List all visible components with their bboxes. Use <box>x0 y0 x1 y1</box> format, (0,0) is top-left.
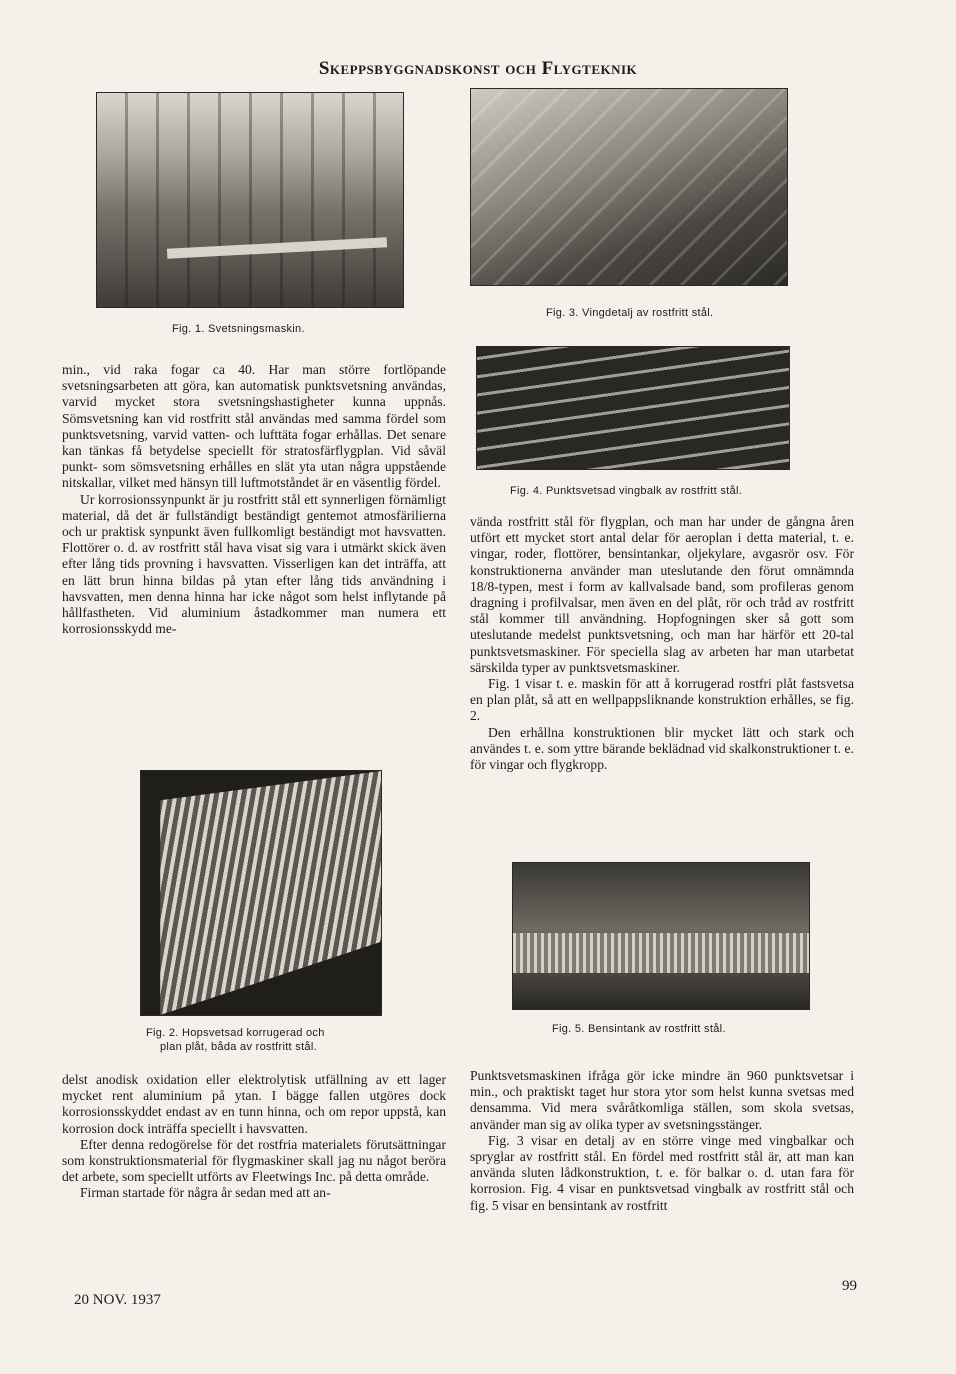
paragraph: vända rostfritt stål för flygplan, och man har under de gångna åren utfört ett mycket stort antal delar för aeroplan i detta material, t. e. vingar, roder, flottörer, bensintankar, oljekylare, avgasrör osv. För konstruktionerna använder man uteslutande den förut omnämnda 18/8-typen, mest i form av kallvalsade band, som profileras genom dragning i profilvalsar, men även en del plåt, rör och tråd av rostfritt stål kommer till användning. Hopfogningen sker så gott som uteslutande medelst punktsvetsning, och man har härför ett 20-tal punktsvetsmaskiner. För speciella slag av arbeten har man utarbetat särskilda typer av punktsvetsmaskiner. <box>470 514 854 675</box>
figure-1-photo <box>96 92 404 308</box>
left-column-bottom <box>62 1072 446 1202</box>
figure-2-photo <box>140 770 382 1016</box>
figure-5-photo <box>512 862 810 1010</box>
paragraph: Fig. 3 visar en detalj av en större vinge med vingbalkar och spryglar av rostfritt stål. En fördel med rostfritt stål är, att man kan använda sluten lådkonstruktion, t. e. för balkar o. d. utan fara för korrosion. Fig. 4 visar en punktsvetsad vingbalk av rostfritt stål och fig. 5 visar en bensintank av rostfritt <box>470 1132 854 1213</box>
figure-1-caption: Fig. 1. Svetsningsmaskin. <box>172 323 305 335</box>
figure-3-caption: Fig. 3. Vingdetalj av rostfritt stål. <box>546 307 714 319</box>
figure-3-photo <box>470 88 788 286</box>
figure-2-caption-line-2: plan plåt, båda av rostfritt stål. <box>160 1041 317 1053</box>
figure-4-caption: Fig. 4. Punktsvetsad vingbalk av rostfritt stål. <box>510 485 743 497</box>
paragraph: delst anodisk oxidation eller elektrolytisk utfällning av ett lager mycket rent aluminium på ytan. I bägge fallen utgöres dock korrosionsskyddet endast av en tunn hinna, och om repor uppstå, kan korrosion dock inträffa speciellt i havsvatten. <box>62 1072 446 1136</box>
paragraph: Ur korrosionssynpunkt är ju rostfritt stål ett synnerligen förnämligt material, då det är fullständigt beständigt gentemot atmosfärilierna och ur praktisk synpunkt även fullkomligt beständigt mot havsvatten. Flottörer o. d. av rostfritt stål hava visat sig vara i utmärkt skick även efter lång tids provning i havsvatten. Visserligen kan det inträffa, att en lätt brun hinna bildas på ytan efter lång tids användning i havsvatten, men denna hinna har icke något som helst inflytande på hållfastheten. Vid aluminium åstadkommer man numera ett korrosionsskydd me- <box>62 491 446 637</box>
right-column-bottom <box>470 1068 854 1214</box>
figure-2-caption <box>146 1026 386 1054</box>
figure-2-caption-line-1: Fig. 2. Hopsvetsad korrugerad och <box>146 1027 325 1039</box>
paragraph: Firman startade för några år sedan med att an- <box>80 1185 331 1201</box>
issue-date: 20 NOV. 1937 <box>74 1292 161 1308</box>
paragraph: Fig. 1 visar t. e. maskin för att å korrugerad rostfri plåt fastsvetsa en plan plåt, så att en wellpappsliknande konstruktion erhålles, se fig. 2. <box>470 676 854 724</box>
figure-5-caption: Fig. 5. Bensintank av rostfritt stål. <box>552 1023 726 1035</box>
left-column-top <box>62 362 446 637</box>
paragraph: Efter denna redogörelse för det rostfria materialets förutsättningar som konstruktionsmaterial för flygmaskiner skall jag nu något beröra det arbete, som speciellt utförts av Fleetwings Inc. på detta område. <box>62 1136 446 1185</box>
right-column-middle <box>470 514 854 773</box>
figure-4-photo <box>476 346 790 470</box>
page-header: Skeppsbyggnadskonst och Flygteknik <box>318 58 638 79</box>
page-number: 99 <box>842 1278 857 1294</box>
paragraph: Punktsvetsmaskinen ifråga gör icke mindre än 960 punktsvetsar i min., och praktiskt taget hur stora ytor som helst kunna svetsas med densamma. Vid mera svåråtkomliga ställen, som skola svetsas, använder man sig av olika typer av svetsningsstänger. <box>470 1068 854 1132</box>
paragraph: min., vid raka fogar ca 40. Har man större fortlöpande svetsningsarbeten att göra, kan automatisk punktsvetsning användas, varvid mycket stora svetsningshastigheter kunna uppnås. Sömsvetsning kan vid rostfritt stål användas med samma fördel som punktsvetsning, varvid vatten- och lufttäta fogar erhållas. Det senare kan tänkas få betydelse speciellt för stratosfärflygplan. Vid såväl punkt- som sömsvetsning erhålles en slät yta utan några uppstående nitskallar, vilket med hänsyn till luftmotståndet är en väsentlig fördel. <box>62 362 446 491</box>
paragraph: Den erhållna konstruktionen blir mycket lätt och stark och användes t. e. som yttre bärande beklädnad vid skalkonstruktioner t. e. för vingar och flygkropp. <box>470 724 854 773</box>
